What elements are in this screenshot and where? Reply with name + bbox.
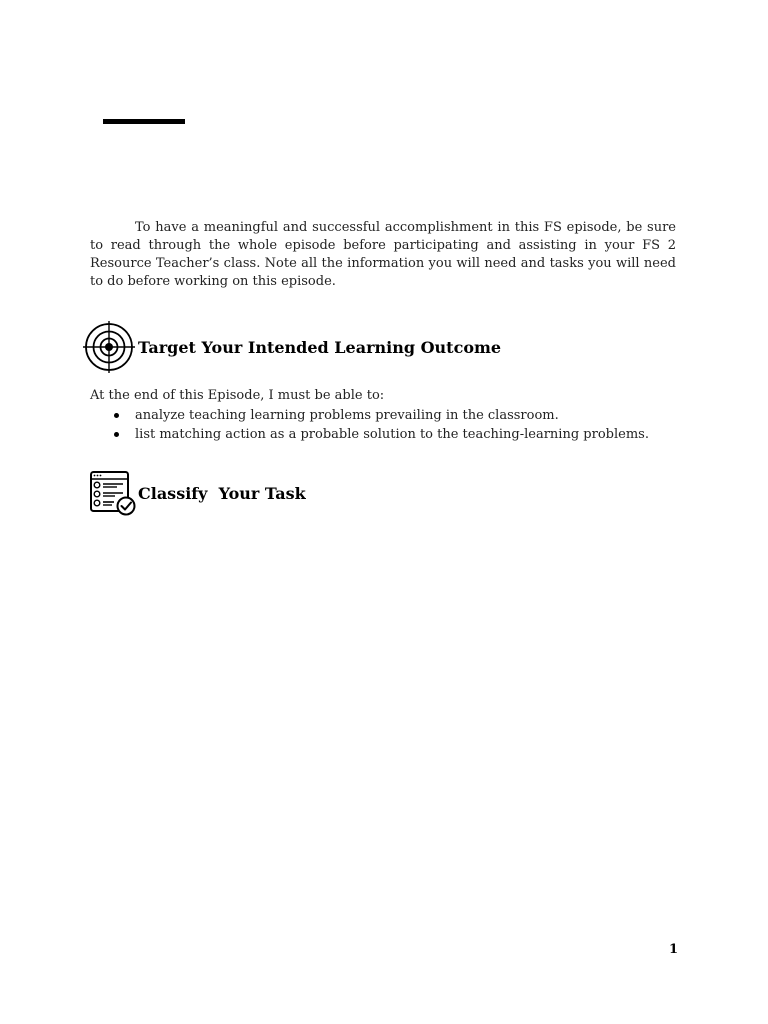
target-heading-title: Target Your Intended Learning Outcome xyxy=(138,337,502,357)
list-item: list matching action as a probable solution to the teaching-learning problems. xyxy=(112,425,649,444)
title-rule xyxy=(103,119,185,124)
target-heading xyxy=(82,320,501,374)
target-icon xyxy=(82,320,136,374)
task-heading xyxy=(82,470,306,516)
page-number: 1 xyxy=(668,942,678,957)
checklist-icon xyxy=(82,470,136,516)
intro-paragraph: To have a meaningful and successful accomplishment in this FS episode, be sure to read through the whole episode before participating and assisting in your FS 2 Resource Teacher’s class. Note all the information you will need and tasks you will need to do before working on this episode. xyxy=(90,220,676,289)
outcomes-list xyxy=(112,406,649,444)
list-item: analyze teaching learning problems prevailing in the classroom. xyxy=(112,406,649,425)
outcomes-lead: At the end of this Episode, I must be able to: xyxy=(90,388,385,403)
task-heading-title: Classify Your Task xyxy=(138,483,306,503)
